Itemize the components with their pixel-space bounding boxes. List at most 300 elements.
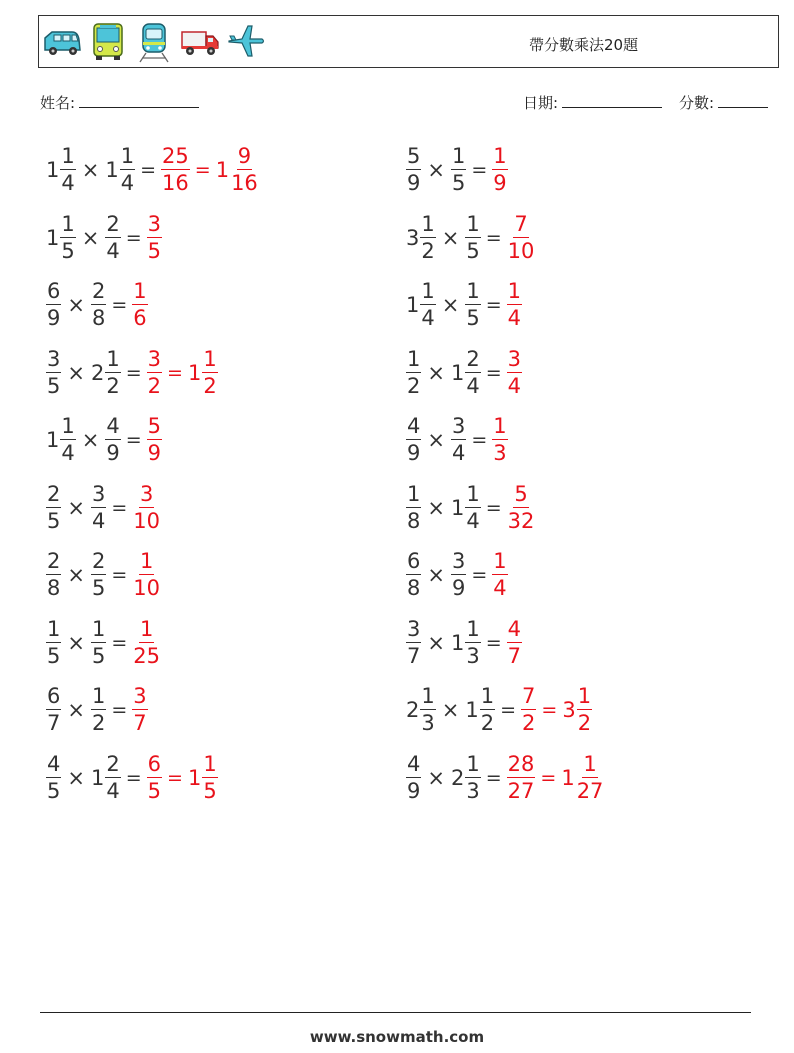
- denominator: 4: [507, 373, 522, 398]
- whole-part: 1: [465, 698, 479, 722]
- mixed-number: [132, 616, 161, 668]
- whole-part: 2: [450, 765, 465, 790]
- fraction: [147, 416, 162, 464]
- answer: [132, 616, 161, 668]
- mixed-number: [406, 416, 421, 464]
- fraction: [105, 346, 120, 398]
- mixed-number: [492, 551, 507, 599]
- mixed-number: [46, 146, 76, 194]
- numerator: 1: [493, 549, 507, 573]
- mixed-number: [406, 686, 436, 734]
- denominator: 5: [47, 643, 61, 668]
- numerator: 3: [47, 346, 61, 371]
- denominator: 4: [106, 238, 120, 263]
- numerator: 1: [583, 751, 597, 776]
- numerator: 5: [407, 144, 421, 168]
- times-sign: ×: [67, 360, 85, 385]
- fraction: [161, 146, 190, 194]
- denominator: 10: [133, 508, 161, 533]
- denominator: 2: [407, 373, 421, 398]
- denominator: 4: [61, 171, 75, 195]
- mixed-number: [46, 616, 61, 668]
- denominator: 5: [147, 238, 162, 263]
- fraction: [420, 281, 435, 329]
- equals-sign: =: [485, 294, 502, 316]
- fraction: [105, 211, 120, 263]
- mixed-number: [46, 751, 61, 803]
- whole-part: 1: [450, 630, 465, 655]
- mixed-number: [46, 686, 61, 734]
- problem-6: [400, 275, 760, 335]
- whole-part: 1: [90, 765, 105, 790]
- mixed-number: [465, 281, 480, 329]
- times-sign: ×: [427, 563, 445, 587]
- numerator: 1: [466, 481, 480, 506]
- fraction: [132, 551, 161, 599]
- mixed-number: [46, 211, 76, 263]
- name-field: [40, 92, 199, 113]
- fraction: [60, 416, 75, 464]
- mixed-number: [507, 281, 522, 329]
- mixed-number: [91, 551, 106, 599]
- problem-14: [400, 545, 760, 605]
- times-sign: ×: [427, 360, 445, 385]
- numerator: 4: [407, 414, 421, 438]
- numerator: 1: [421, 211, 435, 236]
- fraction: [147, 346, 162, 398]
- mixed-number: [46, 551, 61, 599]
- denominator: 2: [522, 711, 536, 735]
- fraction: [202, 751, 217, 803]
- fraction: [91, 551, 106, 599]
- whole-part: 1: [46, 428, 60, 452]
- numerator: 3: [133, 684, 147, 708]
- mixed-number: [465, 211, 480, 263]
- fraction: [577, 686, 592, 734]
- whole-part: 2: [90, 360, 105, 385]
- fraction: [451, 416, 466, 464]
- fraction: [132, 481, 161, 533]
- times-sign: ×: [441, 225, 460, 250]
- denominator: 5: [466, 306, 480, 330]
- equals-sign: =: [111, 564, 128, 586]
- mixed-number: [406, 481, 421, 533]
- whole-part: 1: [187, 765, 202, 790]
- times-sign: ×: [427, 428, 445, 452]
- denominator: 5: [147, 778, 162, 803]
- denominator: 4: [421, 306, 435, 330]
- fraction: [465, 481, 480, 533]
- equals-sign: =: [500, 699, 517, 721]
- numerator: 1: [61, 144, 75, 168]
- denominator: 7: [507, 643, 522, 668]
- times-sign: ×: [441, 293, 460, 317]
- mixed-number: [105, 416, 120, 464]
- answer: [147, 346, 218, 398]
- numerator: 1: [203, 751, 217, 776]
- denominator: 32: [507, 508, 535, 533]
- equals-sign: =: [167, 361, 183, 384]
- problem-11: [40, 478, 400, 538]
- numerator: 1: [91, 616, 106, 641]
- numerator: 1: [139, 549, 154, 573]
- fraction: [46, 346, 61, 398]
- equals-sign: =: [540, 766, 557, 789]
- denominator: 3: [493, 441, 507, 465]
- numerator: 5: [147, 414, 162, 438]
- fraction: [132, 281, 147, 329]
- problem-19: [40, 748, 400, 808]
- answer: [132, 281, 147, 329]
- fraction: [507, 616, 522, 668]
- denominator: 7: [407, 643, 421, 668]
- denominator: 3: [421, 711, 435, 735]
- denominator: 2: [203, 373, 217, 398]
- denominator: 4: [61, 441, 75, 465]
- fraction: [492, 551, 507, 599]
- numerator: 1: [466, 616, 480, 641]
- fraction: [120, 146, 135, 194]
- mixed-number: [132, 551, 161, 599]
- answer: [161, 146, 259, 194]
- numerator: 7: [522, 684, 536, 708]
- numerator: 2: [106, 211, 120, 236]
- equals-sign: =: [111, 294, 128, 316]
- numerator: 1: [466, 211, 480, 236]
- denominator: 9: [407, 778, 421, 803]
- answer: [492, 551, 507, 599]
- numerator: 1: [61, 414, 75, 438]
- denominator: 5: [203, 778, 217, 803]
- equals-sign: =: [140, 159, 157, 181]
- mixed-number: [132, 281, 147, 329]
- mixed-number: [451, 146, 466, 194]
- numerator: 1: [61, 211, 75, 236]
- answer: [492, 416, 507, 464]
- denominator: 4: [466, 373, 480, 398]
- equals-sign: =: [194, 159, 211, 181]
- whole-part: 1: [450, 360, 465, 385]
- denominator: 4: [466, 508, 480, 533]
- mixed-number: [46, 481, 61, 533]
- whole-part: 1: [215, 158, 230, 182]
- whole-part: 3: [562, 698, 576, 722]
- worksheet-title: 帶分數乘法20題: [529, 36, 639, 54]
- fraction: [451, 551, 466, 599]
- numerator: 1: [493, 144, 507, 168]
- numerator: 2: [47, 481, 61, 506]
- mixed-number: [450, 616, 481, 668]
- numerator: 2: [106, 751, 120, 776]
- fraction: [60, 211, 75, 263]
- mixed-number: [46, 416, 76, 464]
- numerator: 1: [91, 684, 106, 708]
- numerator: 1: [466, 751, 480, 776]
- numerator: 4: [106, 414, 120, 438]
- numerator: 7: [514, 211, 528, 236]
- mixed-number: [450, 346, 481, 398]
- denominator: 3: [466, 778, 480, 803]
- numerator: 2: [91, 549, 106, 573]
- mixed-number: [492, 146, 507, 194]
- denominator: 10: [507, 238, 535, 263]
- denominator: 27: [507, 778, 535, 803]
- mixed-number: [562, 686, 592, 734]
- mixed-number: [147, 751, 162, 803]
- denominator: 5: [47, 373, 61, 398]
- fraction: [46, 686, 61, 734]
- problem-4: [400, 208, 760, 268]
- numerator: 1: [203, 346, 217, 371]
- problem-7: [40, 343, 400, 403]
- whole-part: 1: [46, 158, 60, 182]
- denominator: 9: [147, 441, 162, 465]
- times-sign: ×: [81, 225, 100, 250]
- fraction: [492, 416, 507, 464]
- fraction: [451, 146, 466, 194]
- mixed-number: [132, 481, 161, 533]
- mixed-number: [91, 686, 106, 734]
- denominator: 2: [480, 711, 495, 735]
- fraction: [147, 211, 162, 263]
- mixed-number: [187, 346, 218, 398]
- train-icon: [134, 20, 174, 64]
- answer: [132, 481, 161, 533]
- numerator: 4: [407, 751, 421, 776]
- fraction: [420, 211, 435, 263]
- mixed-number: [492, 416, 507, 464]
- mixed-number: [450, 751, 481, 803]
- mixed-number: [147, 416, 162, 464]
- numerator: 25: [162, 144, 189, 168]
- mixed-number: [406, 281, 436, 329]
- numerator: 5: [514, 481, 528, 506]
- mixed-number: [507, 751, 536, 803]
- mixed-number: [507, 481, 536, 533]
- denominator: 8: [407, 508, 421, 533]
- mixed-number: [507, 616, 522, 668]
- numerator: 1: [466, 279, 480, 303]
- equals-sign: =: [485, 631, 502, 654]
- numerator: 3: [451, 549, 466, 573]
- numerator: 3: [91, 481, 106, 506]
- denominator: 9: [407, 171, 421, 195]
- times-sign: ×: [427, 630, 445, 655]
- mixed-number: [91, 281, 106, 329]
- mixed-number: [451, 416, 466, 464]
- denominator: 16: [162, 171, 189, 195]
- answer: [507, 346, 522, 398]
- answer: [147, 416, 162, 464]
- fraction: [91, 616, 106, 668]
- fraction: [465, 211, 480, 263]
- mixed-number: [90, 346, 121, 398]
- fraction: [507, 346, 522, 398]
- fraction: [576, 751, 605, 803]
- times-sign: ×: [67, 495, 85, 520]
- numerator: 1: [421, 279, 435, 303]
- answer: [132, 551, 161, 599]
- equals-sign: =: [485, 766, 502, 789]
- fraction: [492, 146, 507, 194]
- answer: [507, 481, 536, 533]
- denominator: 8: [91, 306, 106, 330]
- fraction: [406, 551, 421, 599]
- mixed-number: [406, 146, 421, 194]
- mixed-number: [450, 481, 481, 533]
- fraction: [46, 481, 61, 533]
- answer: [492, 146, 507, 194]
- fraction: [406, 751, 421, 803]
- numerator: 1: [139, 616, 154, 641]
- problem-17: [40, 680, 400, 740]
- mixed-number: [187, 751, 218, 803]
- equals-sign: =: [125, 429, 142, 451]
- problem-3: [40, 208, 400, 268]
- numerator: 1: [480, 684, 495, 708]
- denominator: 10: [133, 576, 161, 600]
- denominator: 5: [61, 238, 75, 263]
- mixed-number: [507, 346, 522, 398]
- times-sign: ×: [427, 158, 445, 182]
- denominator: 2: [106, 373, 120, 398]
- mixed-number: [406, 751, 421, 803]
- problem-15: [40, 613, 400, 673]
- numerator: 2: [466, 346, 480, 371]
- denominator: 9: [47, 306, 61, 330]
- mixed-number: [91, 616, 106, 668]
- numerator: 1: [451, 144, 466, 168]
- problem-grid: [40, 140, 760, 815]
- truck-icon: [180, 20, 220, 64]
- footer-url: www.snowmath.com: [309, 1028, 485, 1046]
- equals-sign: =: [111, 699, 128, 721]
- denominator: 7: [133, 711, 147, 735]
- fraction: [147, 751, 162, 803]
- times-sign: ×: [67, 630, 85, 655]
- equals-sign: =: [167, 766, 183, 789]
- numerator: 1: [47, 616, 61, 641]
- numerator: 4: [47, 751, 61, 776]
- problem-13: [40, 545, 400, 605]
- mixed-number: [451, 551, 466, 599]
- problem-10: [400, 410, 760, 470]
- fraction: [60, 146, 75, 194]
- mixed-number: [91, 481, 106, 533]
- equals-sign: =: [471, 564, 488, 586]
- numerator: 6: [47, 279, 61, 303]
- airplane-icon: [226, 20, 266, 64]
- numerator: 3: [139, 481, 154, 506]
- equals-sign: =: [125, 766, 142, 789]
- times-sign: ×: [427, 495, 445, 520]
- name-label: 姓名:: [40, 94, 76, 112]
- equals-sign: =: [125, 361, 142, 384]
- numerator: 1: [133, 279, 147, 303]
- denominator: 2: [147, 373, 162, 398]
- name-blank[interactable]: [79, 94, 199, 108]
- date-field: [523, 92, 662, 113]
- times-sign: ×: [67, 563, 85, 587]
- answer: [507, 751, 605, 803]
- denominator: 8: [407, 576, 421, 600]
- score-label: 分數:: [679, 94, 715, 112]
- fraction: [105, 416, 120, 464]
- numerator: 3: [147, 346, 162, 371]
- problem-18: [400, 680, 760, 740]
- denominator: 4: [120, 171, 135, 195]
- answer: [507, 616, 522, 668]
- mixed-number: [46, 281, 61, 329]
- denominator: 9: [407, 441, 421, 465]
- denominator: 4: [451, 441, 466, 465]
- problem-5: [40, 275, 400, 335]
- denominator: 16: [231, 171, 258, 195]
- denominator: 8: [47, 576, 61, 600]
- fraction: [507, 481, 536, 533]
- whole-part: 1: [46, 225, 60, 250]
- denominator: 5: [47, 778, 61, 803]
- problem-20: [400, 748, 760, 808]
- fraction: [230, 146, 259, 194]
- denominator: 9: [451, 576, 466, 600]
- numerator: 1: [407, 346, 421, 371]
- numerator: 1: [421, 684, 435, 708]
- fraction: [507, 281, 522, 329]
- equals-sign: =: [111, 496, 128, 519]
- mixed-number: [216, 146, 259, 194]
- score-blank[interactable]: [718, 94, 768, 108]
- whole-part: 1: [561, 765, 575, 790]
- vehicle-icons: [42, 20, 266, 64]
- problem-9: [40, 410, 400, 470]
- numerator: 1: [507, 279, 522, 303]
- mixed-number: [90, 751, 121, 803]
- numerator: 6: [47, 684, 61, 708]
- mixed-number: [46, 346, 61, 398]
- denominator: 6: [133, 306, 147, 330]
- equals-sign: =: [485, 361, 502, 384]
- equals-sign: =: [111, 631, 128, 654]
- fraction: [91, 281, 106, 329]
- equals-sign: =: [471, 159, 488, 181]
- numerator: 2: [47, 549, 61, 573]
- mixed-number: [105, 211, 120, 263]
- van-icon: [42, 20, 82, 64]
- numerator: 1: [106, 346, 120, 371]
- answer: [507, 281, 522, 329]
- fraction: [132, 616, 161, 668]
- mixed-number: [406, 346, 421, 398]
- whole-part: 1: [450, 495, 465, 520]
- whole-part: 3: [406, 225, 420, 250]
- times-sign: ×: [81, 158, 100, 182]
- times-sign: ×: [67, 698, 85, 722]
- mixed-number: [406, 551, 421, 599]
- mixed-number: [507, 211, 536, 263]
- mixed-number: [147, 346, 162, 398]
- problem-16: [400, 613, 760, 673]
- mixed-number: [521, 686, 536, 734]
- equals-sign: =: [485, 226, 502, 249]
- whole-part: 1: [187, 360, 202, 385]
- date-blank[interactable]: [562, 94, 662, 108]
- times-sign: ×: [81, 428, 100, 452]
- numerator: 2: [91, 279, 106, 303]
- fraction: [105, 751, 120, 803]
- numerator: 1: [407, 481, 421, 506]
- answer: [147, 211, 162, 263]
